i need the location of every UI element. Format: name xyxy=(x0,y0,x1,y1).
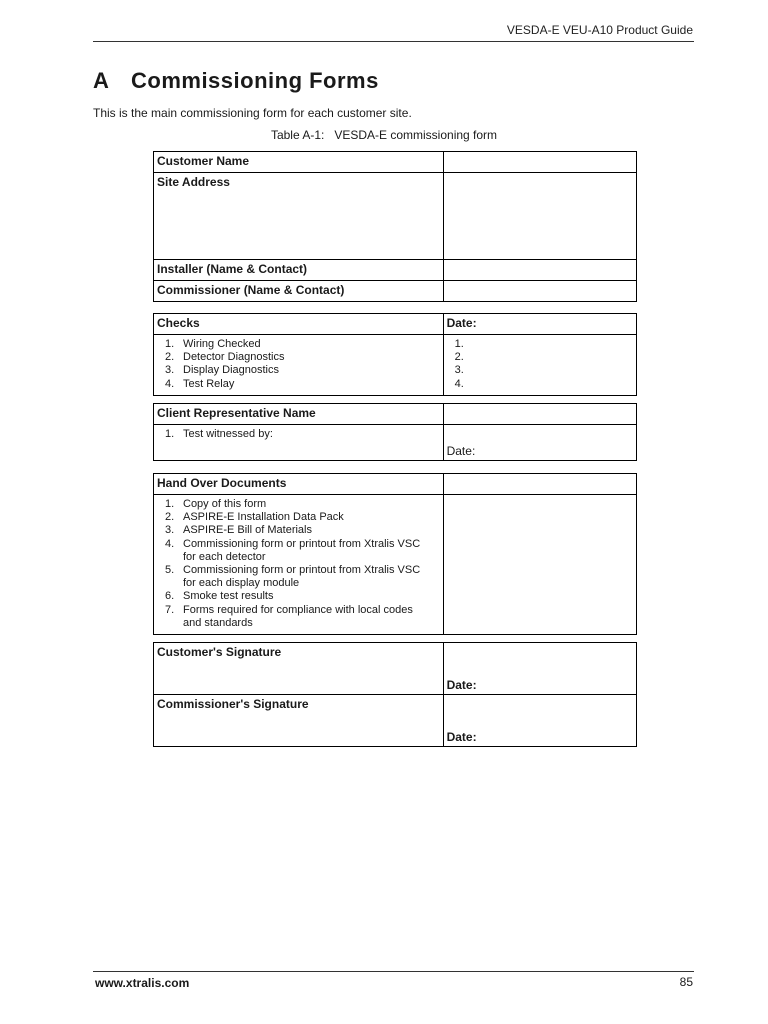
table-caption-label: Table A-1: xyxy=(270,128,325,142)
list-item: 1. xyxy=(454,338,464,350)
list-item xyxy=(157,564,440,590)
item-label: Test Relay xyxy=(183,377,235,390)
commissioner-signature-label: Commissioner's Signature xyxy=(154,695,444,747)
item-number: 6. xyxy=(165,590,175,603)
handover-heading: Hand Over Documents xyxy=(154,474,444,495)
list-item xyxy=(157,524,440,537)
item-label: Wiring Checked xyxy=(183,338,261,350)
checks-answer-list xyxy=(447,338,633,391)
item-number: 7. xyxy=(165,603,175,616)
handover-header-field[interactable] xyxy=(443,474,636,495)
handover-documents-table xyxy=(153,473,637,635)
handover-documents-field[interactable] xyxy=(443,495,636,635)
checks-date-label: Date: xyxy=(443,314,636,335)
checks-heading: Checks xyxy=(154,314,444,335)
customer-info-table xyxy=(153,151,637,302)
client-representative-label: Client Representative Name xyxy=(154,404,444,425)
running-header: VESDA-E VEU-A10 Product Guide xyxy=(506,23,693,37)
item-number: 2. xyxy=(165,351,175,364)
section-title xyxy=(93,68,379,94)
commissioner-signature-date[interactable]: Date: xyxy=(443,695,636,747)
witness-date-field[interactable]: Date: xyxy=(443,425,636,461)
item-label: Smoke test results xyxy=(183,590,274,603)
item-label: ASPIRE-E Bill of Materials xyxy=(183,524,312,537)
list-item xyxy=(157,590,440,603)
item-number: 1. xyxy=(165,338,175,350)
witness-list xyxy=(157,428,440,441)
customer-signature-label: Customer's Signature xyxy=(154,643,444,695)
intro-paragraph: This is the main commissioning form for each customer site. xyxy=(93,106,412,120)
list-item xyxy=(157,538,440,564)
client-representative-field[interactable] xyxy=(443,404,636,425)
commissioner-field[interactable] xyxy=(443,281,636,302)
list-item xyxy=(157,338,440,351)
item-number: 4. xyxy=(165,377,175,390)
commissioner-label: Commissioner (Name & Contact) xyxy=(154,281,444,302)
item-label: ASPIRE-E Installation Data Pack xyxy=(183,511,344,524)
item-label-continued: for each detector xyxy=(183,550,266,563)
list-item xyxy=(157,351,440,364)
section-title-text: Commissioning Forms xyxy=(131,68,379,93)
customer-signature-date[interactable]: Date: xyxy=(443,643,636,695)
list-item: 4. xyxy=(454,377,464,390)
checks-table xyxy=(153,313,637,396)
footer-divider xyxy=(93,971,694,972)
page-number: 85 xyxy=(679,975,693,989)
footer-url[interactable]: www.xtralis.com xyxy=(95,976,190,990)
list-item xyxy=(157,364,440,377)
installer-label: Installer (Name & Contact) xyxy=(154,260,444,281)
header-divider xyxy=(93,41,694,42)
item-label: Copy of this form xyxy=(183,498,267,510)
list-item xyxy=(157,511,440,524)
list-item xyxy=(157,378,440,391)
item-number: 3. xyxy=(165,364,175,377)
list-item xyxy=(157,428,440,441)
item-number: 1. xyxy=(165,498,175,510)
checks-answers-cell[interactable] xyxy=(443,335,636,396)
table-caption-text: VESDA-E commissioning form xyxy=(334,128,498,142)
section-letter: A xyxy=(93,68,110,93)
checks-list-cell xyxy=(154,335,444,396)
list-item: 3. xyxy=(454,364,464,377)
list-item: 2. xyxy=(454,351,464,364)
item-number: 2. xyxy=(165,511,175,524)
checks-list xyxy=(157,338,440,391)
list-item xyxy=(157,604,440,630)
handover-list-cell xyxy=(154,495,444,635)
installer-field[interactable] xyxy=(443,260,636,281)
customer-name-label: Customer Name xyxy=(154,152,444,173)
item-label: Test witnessed by: xyxy=(183,428,273,440)
item-number: 3. xyxy=(165,524,175,537)
item-label: Display Diagnostics xyxy=(183,364,279,377)
item-label: Detector Diagnostics xyxy=(183,351,285,364)
site-address-label: Site Address xyxy=(154,173,444,260)
item-number: 1. xyxy=(165,428,175,440)
item-label-continued: and standards xyxy=(183,616,253,629)
item-number: 4. xyxy=(165,537,175,550)
customer-name-field[interactable] xyxy=(443,152,636,173)
item-label: Commissioning form or printout from Xtralis VSC xyxy=(183,564,421,577)
client-representative-table xyxy=(153,403,637,461)
handover-list xyxy=(157,498,440,630)
list-item xyxy=(157,498,440,511)
signatures-table xyxy=(153,642,637,747)
item-label-continued: for each display module xyxy=(183,577,300,590)
item-number: 5. xyxy=(165,564,175,577)
table-caption xyxy=(0,128,768,142)
item-label: Forms required for compliance with local codes xyxy=(183,603,413,616)
test-witness-cell xyxy=(154,425,444,461)
item-label: Commissioning form or printout from Xtralis VSC xyxy=(183,537,421,550)
site-address-field[interactable] xyxy=(443,173,636,260)
